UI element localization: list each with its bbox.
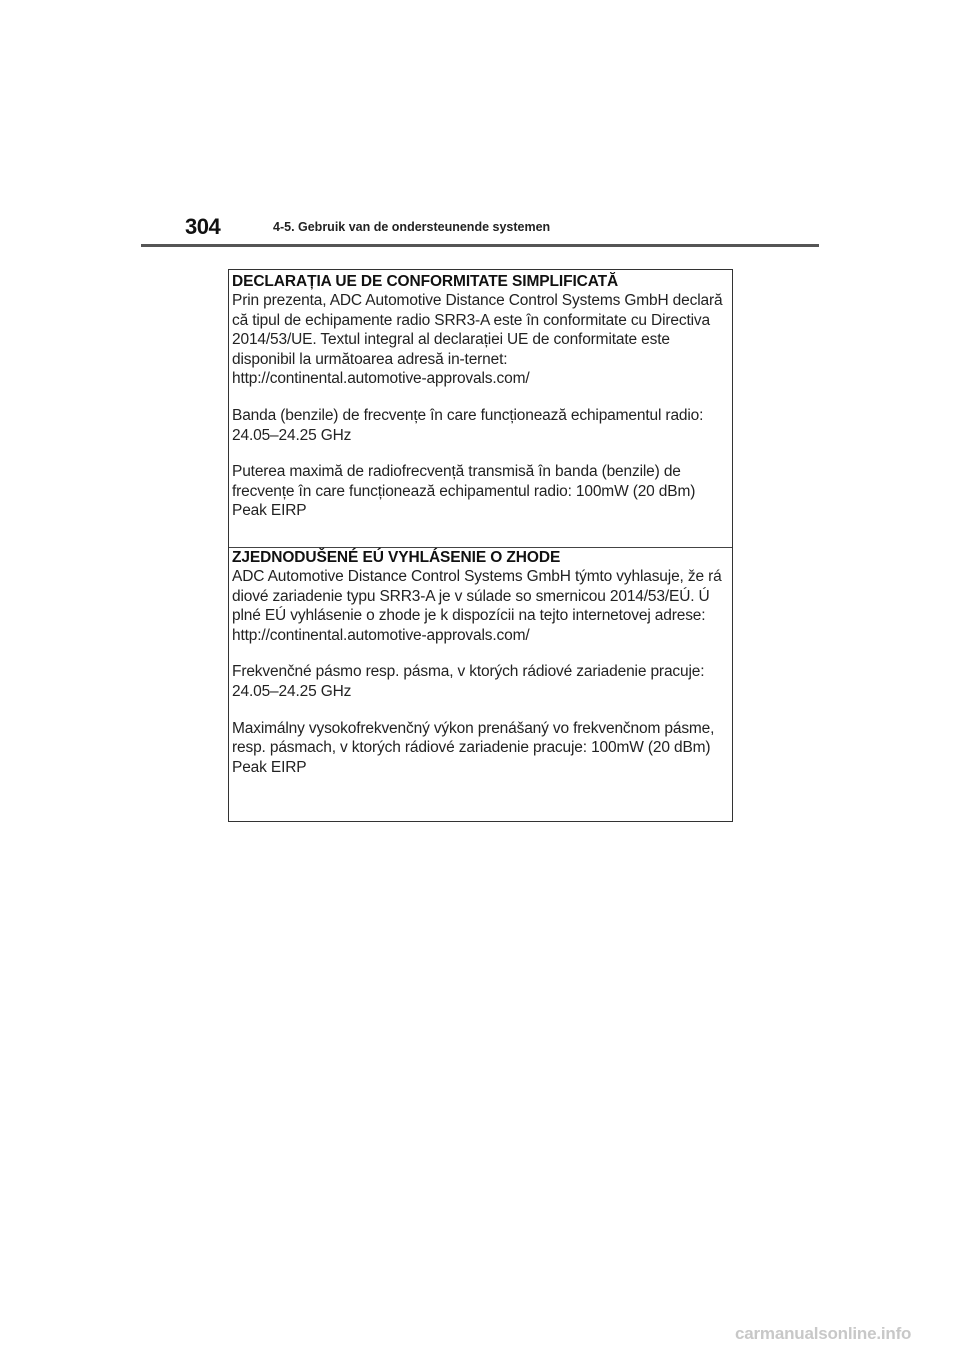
declaration-slovak: [229, 547, 732, 777]
page-number: 304: [185, 214, 221, 239]
max-power-paragraph: Maximálny vysokofrekvenčný výkon prenášaný vo frekvenčnom pásme, resp. pásmach, v ktorých rádiové zariadenie pracuje: 100mW (20 dBm) Peak EIRP: [232, 719, 715, 776]
declaration-romanian: [229, 272, 732, 521]
page-header: [185, 214, 825, 244]
declaration-paragraph: ADC Automotive Distance Control Systems GmbH týmto vyhlasuje, že rá diové zariadenie typu SRR3-A je v súlade so smernicou 2014/53/EÚ. Ú plné EÚ vyhlásenie o zhode je k dispozícii na tejto internetovej adrese: http://continental.automotive-approvals.com/: [232, 568, 722, 644]
frequency-band-paragraph: Banda (benzile) de frecvențe în care funcționează echipamentul radio: 24.05–24.25 GHz: [232, 406, 704, 444]
max-power-paragraph: Puterea maximă de radiofrecvență transmisă în banda (benzile) de frecvențe în care funcționează echipamentul radio: 100mW (20 dBm) Peak EIRP: [232, 463, 696, 520]
declaration-paragraph: Prin prezenta, ADC Automotive Distance Control Systems GmbH declară că tipul de echipamente radio SRR3-A este în conformitate cu Directiva 2014/53/UE. Textul integral al declarației UE de conformitate este disponibil la următoarea adresă in-ternet: http://continental.automotive-approvals.com/: [232, 292, 723, 388]
declaration-box: [228, 269, 733, 822]
declaration-heading: ZJEDNODUŠENÉ EÚ VYHLÁSENIE O ZHODE: [232, 549, 561, 566]
section-title: 4-5. Gebruik van de ondersteunende systemen: [273, 220, 551, 234]
header-divider: [141, 244, 819, 247]
frequency-band-paragraph: Frekvenčné pásmo resp. pásma, v ktorých rádiové zariadenie pracuje: 24.05–24.25 GHz: [232, 663, 705, 700]
declaration-heading: DECLARAȚIA UE DE CONFORMITATE SIMPLIFICATĂ: [232, 273, 619, 290]
site-watermark: carmanualsonline.info: [735, 1324, 912, 1343]
